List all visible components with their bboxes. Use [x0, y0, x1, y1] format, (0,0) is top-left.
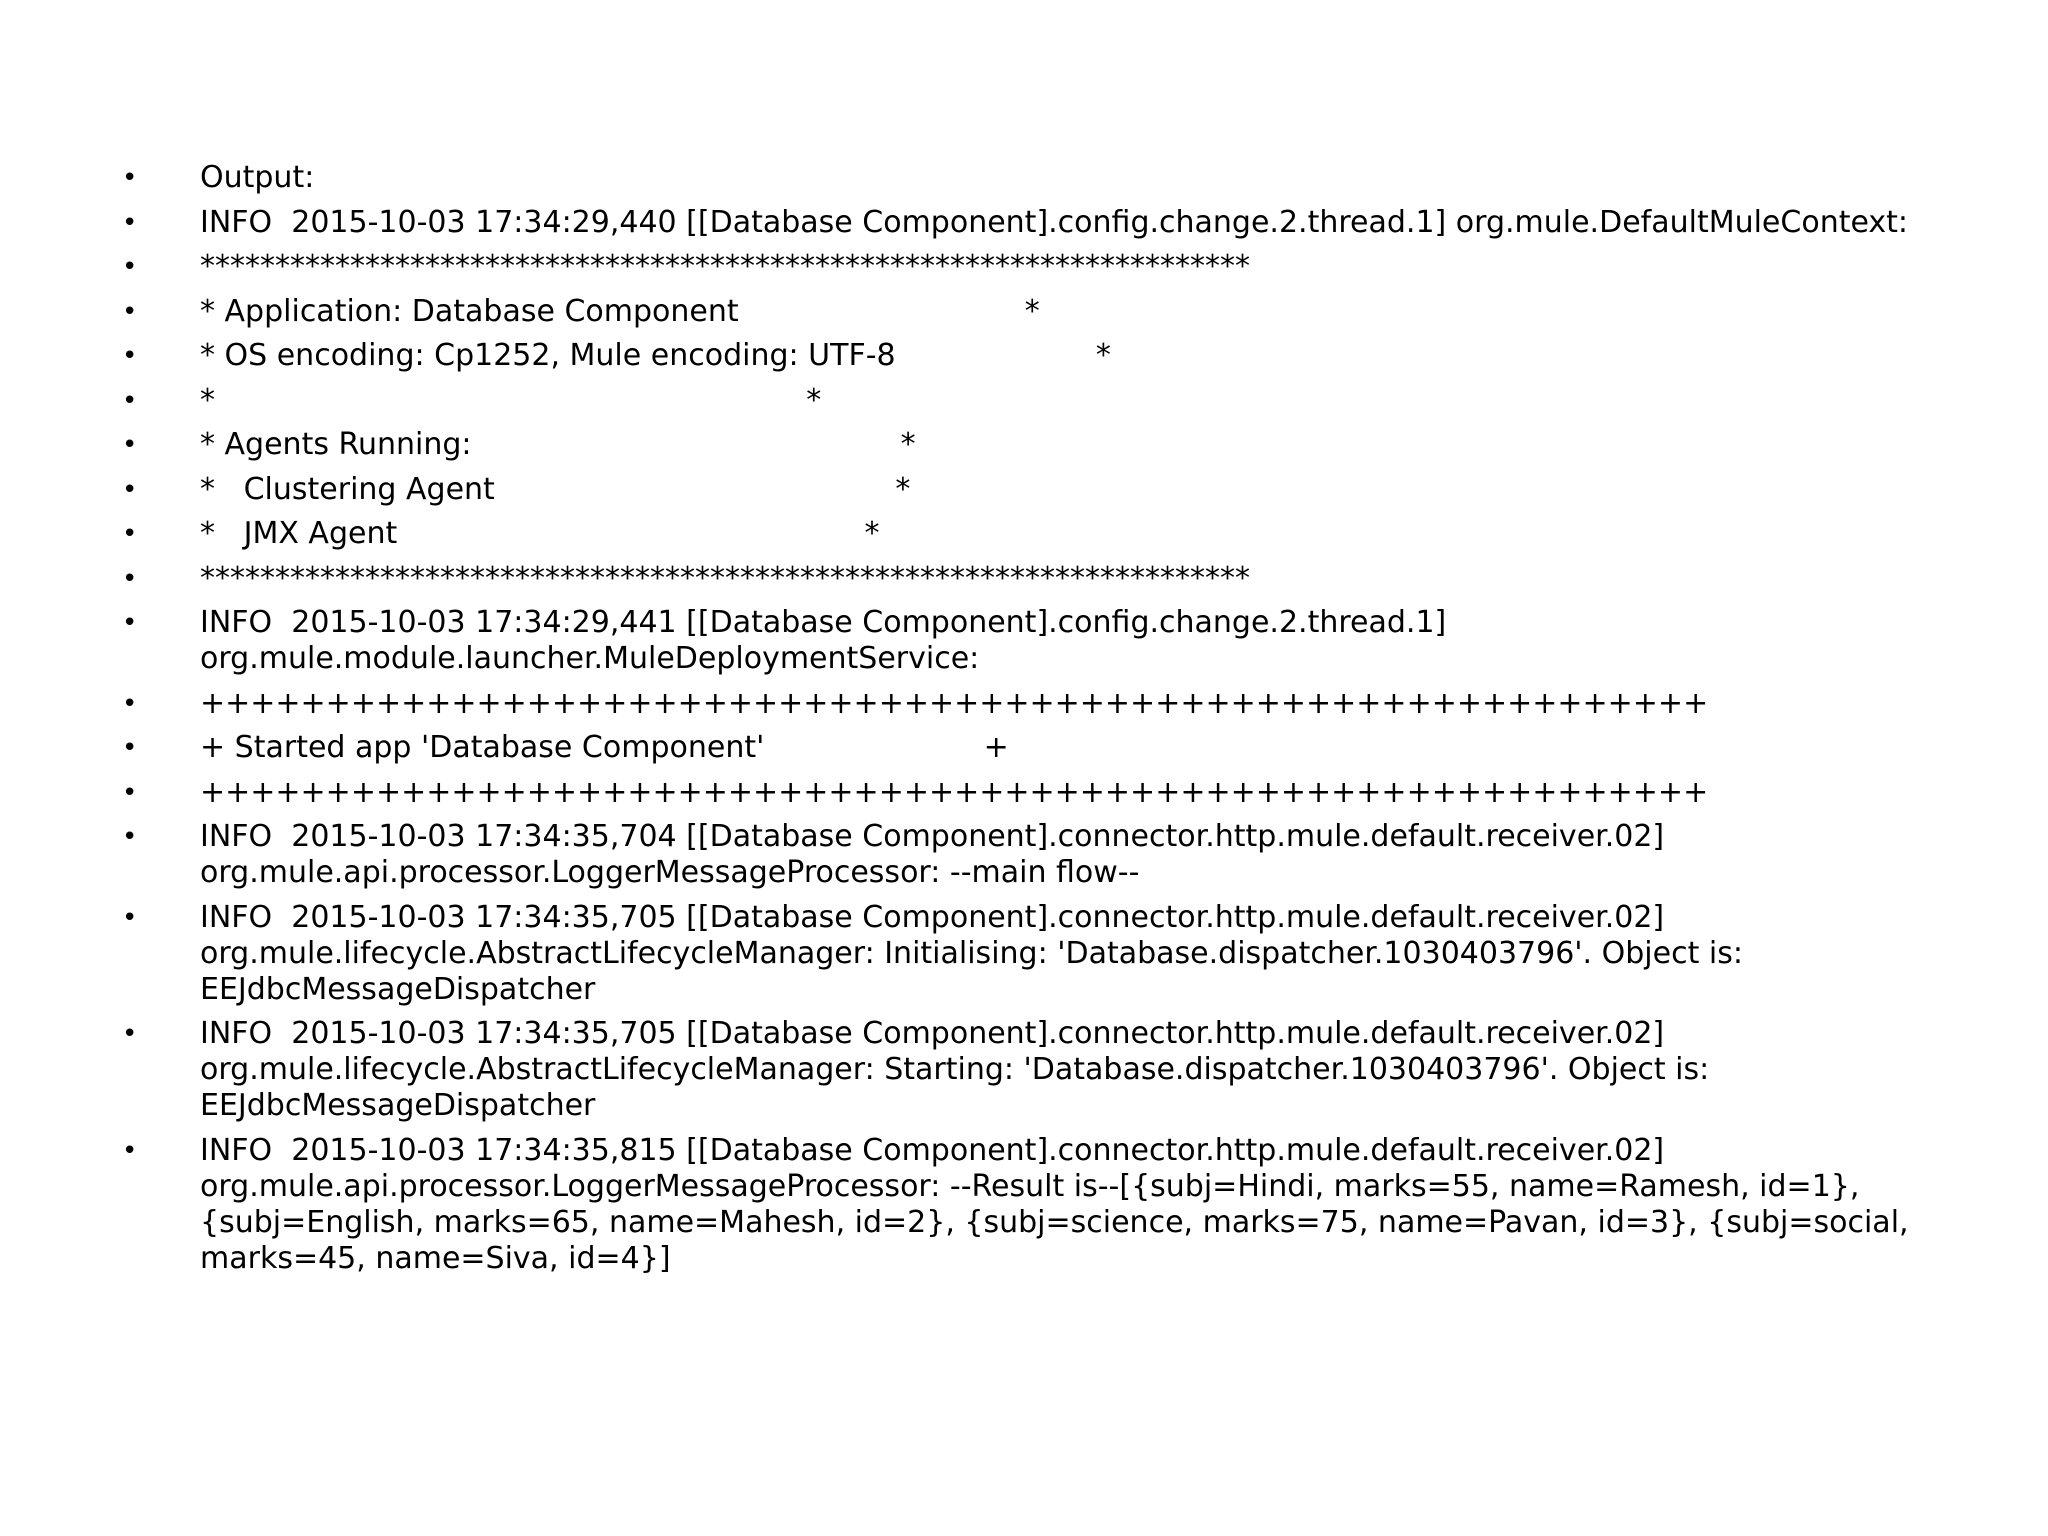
bullet-icon: •	[122, 341, 138, 371]
bullet-icon: •	[122, 519, 138, 549]
bullet-icon: •	[122, 822, 138, 852]
bullet-icon: •	[122, 688, 138, 719]
list-item-text: **********************************************************************	[200, 249, 1250, 284]
bullet-icon: •	[122, 733, 138, 763]
list-item-text: ++++++++++++++++++++++++++++++++++++++++++++++++++++++++++++	[200, 685, 1709, 721]
list-item	[0, 294, 2048, 330]
bullet-icon: •	[122, 1019, 138, 1049]
list-item-text: * OS encoding: Cp1252, Mule encoding: UTF-8 *	[200, 338, 1111, 373]
list-item-text: INFO 2015-10-03 17:34:35,705 [[Database Component].connector.http.mule.default.receiver.02] org.mule.lifecycle.AbstractLifecycleManager: Initialising: 'Database.dispatcher.1030403796'. Object is: EEJdbcMessageDispatcher	[200, 899, 1753, 1007]
list-item	[0, 472, 2048, 508]
list-item-text: * *	[200, 382, 822, 418]
list-item	[0, 730, 2048, 766]
list-item	[0, 605, 2048, 677]
list-item-text: + Started app 'Database Component' +	[200, 730, 1009, 765]
list-item-text: * Application: Database Component *	[200, 293, 1040, 329]
list-item	[0, 900, 2048, 1008]
bullet-icon: •	[122, 385, 138, 416]
list-item	[0, 1133, 2048, 1277]
log-output-list	[0, 160, 2048, 1285]
list-item	[0, 561, 2048, 597]
list-item-text: ++++++++++++++++++++++++++++++++++++++++++++++++++++++++++++	[200, 774, 1709, 810]
list-item	[0, 383, 2048, 419]
list-item-text: **********************************************************************	[200, 560, 1250, 596]
list-item-text: Output:	[200, 160, 315, 195]
bullet-icon: •	[122, 474, 138, 505]
list-item	[0, 1016, 2048, 1124]
list-item	[0, 249, 2048, 285]
list-item-text: INFO 2015-10-03 17:34:29,440 [[Database Component].config.change.2.thread.1] org.mule.DefaultMuleContext:	[200, 204, 1909, 240]
list-item-text: INFO 2015-10-03 17:34:29,441 [[Database Component].config.change.2.thread.1] org.mule.module.launcher.MuleDeploymentService:	[200, 605, 1456, 676]
list-item	[0, 160, 2048, 196]
list-item-text: INFO 2015-10-03 17:34:35,705 [[Database Component].connector.http.mule.default.receiver.02] org.mule.lifecycle.AbstractLifecycleManager: Starting: 'Database.dispatcher.1030403796'. Object is: EEJdbcMessageDispatcher	[200, 1016, 1719, 1123]
bullet-icon: •	[122, 296, 138, 327]
list-item-text: * Clustering Agent *	[200, 471, 911, 507]
list-item	[0, 516, 2048, 552]
list-item-text: INFO 2015-10-03 17:34:35,815 [[Database Component].connector.http.mule.default.receiver.02] org.mule.api.processor.LoggerMessageProcessor: --Result is--[{subj=Hindi, marks=55, name=Ramesh, id=1}, {subj=English, marks=65, name=Mahesh, id=2}, {subj=science, marks=75, name=Pavan, id=3}, {subj=social, marks=45, name=Siva, id=4}]	[200, 1132, 1919, 1276]
bullet-icon: •	[122, 777, 138, 808]
list-item	[0, 427, 2048, 463]
bullet-icon: •	[122, 207, 138, 238]
list-item	[0, 819, 2048, 891]
list-item-text: INFO 2015-10-03 17:34:35,704 [[Database Component].connector.http.mule.default.receiver.02] org.mule.api.processor.LoggerMessageProcessor: --main flow--	[200, 819, 1674, 890]
bullet-icon: •	[122, 252, 138, 282]
list-item-text: * JMX Agent *	[200, 516, 880, 551]
list-item	[0, 775, 2048, 811]
bullet-icon: •	[122, 163, 138, 193]
list-item	[0, 338, 2048, 374]
list-item-text: * Agents Running: *	[200, 427, 916, 462]
bullet-icon: •	[122, 563, 138, 594]
bullet-icon: •	[122, 430, 138, 460]
bullet-icon: •	[122, 902, 138, 933]
list-item	[0, 205, 2048, 241]
bullet-icon: •	[122, 1135, 138, 1166]
list-item	[0, 686, 2048, 722]
bullet-icon: •	[122, 608, 138, 638]
